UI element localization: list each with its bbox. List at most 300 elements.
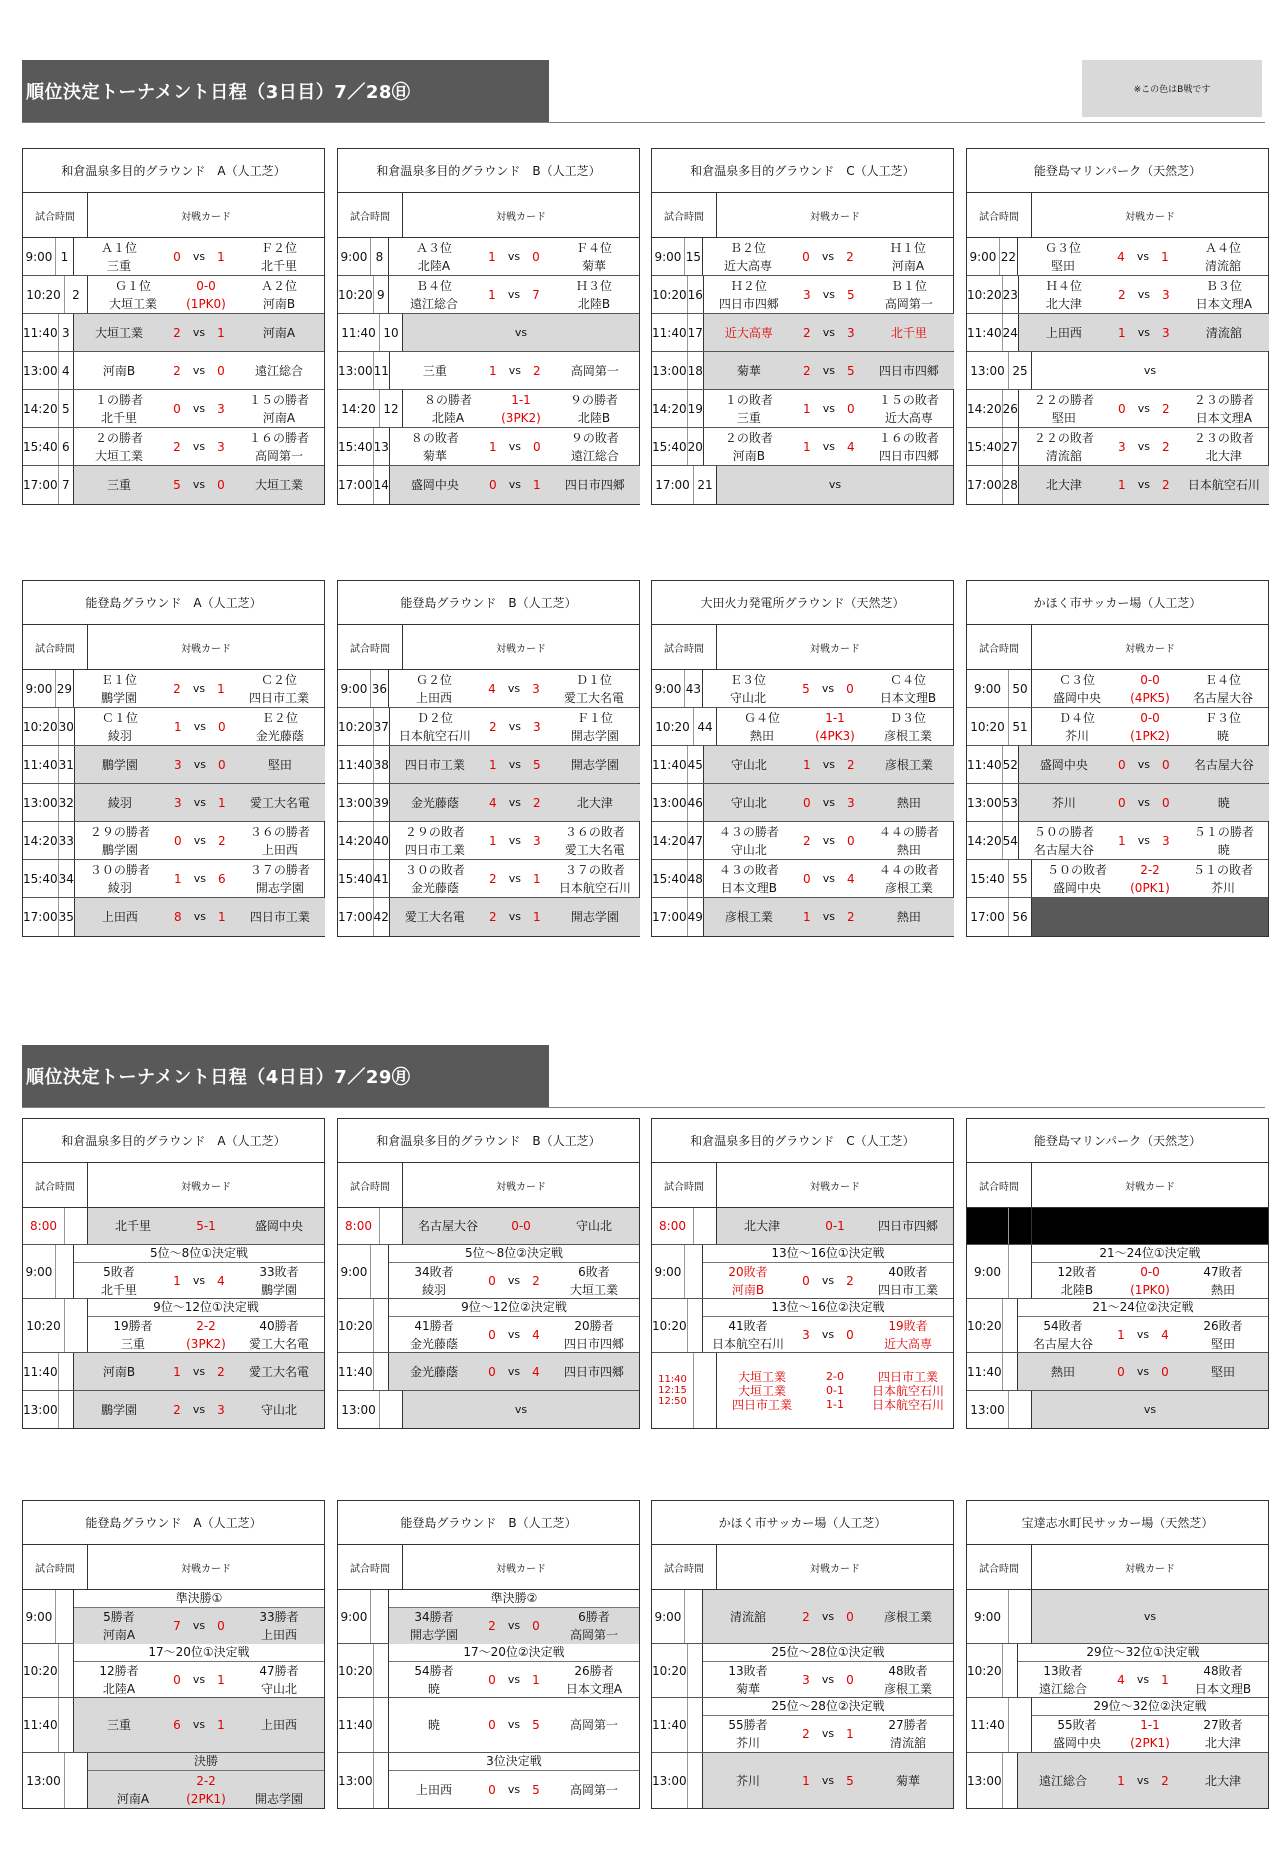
home-score: 1 (803, 439, 811, 454)
away-team: Ｂ１位 (890, 278, 927, 293)
match-number: 49 (688, 898, 704, 936)
away-team: 守山北 (575, 1219, 612, 1233)
match-time: 11:40 (652, 746, 688, 783)
match-line (704, 362, 954, 380)
match-number: 53 (1003, 784, 1019, 821)
away-score: 1 (533, 910, 541, 924)
vs-label: vs (507, 249, 521, 263)
match-card (704, 860, 954, 897)
score-extra (807, 727, 863, 745)
match-card (74, 466, 324, 504)
score (479, 1326, 549, 1344)
away-team-name: 四日市工業 (877, 1282, 938, 1297)
match-body (704, 898, 954, 936)
match-body (403, 1208, 639, 1244)
score (165, 718, 235, 736)
draw-score: 0-0 (1140, 1264, 1160, 1279)
away-team-name: 愛工大名電 (564, 842, 625, 857)
match-body (74, 1698, 324, 1752)
match-line (88, 295, 324, 313)
away-team-name: 高岡第一 (254, 448, 303, 463)
match-body (1019, 314, 1269, 351)
away-team-name: 日本文理A (1195, 296, 1252, 311)
match-body (703, 1317, 953, 1353)
venue-name: 和倉温泉多目的グラウンド C（人工芝） (652, 1119, 953, 1163)
match-card (88, 1753, 324, 1808)
match-row (338, 466, 639, 504)
match-line (389, 1263, 639, 1299)
match-number (380, 1208, 403, 1244)
match-time: 10:20 (967, 276, 1003, 313)
match-number (59, 1644, 74, 1697)
match-line (703, 1772, 953, 1790)
match-number: 17 (688, 314, 704, 351)
match-number: 55 (1009, 860, 1032, 897)
home-team-name: 菊華 (422, 448, 447, 463)
score (480, 476, 550, 494)
match-number: 54 (1003, 822, 1019, 859)
match-number: 47 (688, 822, 704, 859)
match-number: 39 (374, 784, 390, 821)
score (793, 248, 863, 266)
away-team: １５の敗者 (878, 392, 939, 407)
match-line (75, 908, 325, 926)
home-team: ８の敗者 (410, 430, 459, 445)
away-team-name: 芥川 (1210, 880, 1235, 895)
match-number: 50 (1009, 670, 1032, 707)
match-body (1032, 670, 1268, 707)
time-column-label: 試合時間 (967, 193, 1032, 237)
match-number: 26 (1003, 390, 1019, 427)
match-time: 11:40 (658, 1374, 687, 1385)
match-body (74, 238, 324, 275)
home-score: 2 (803, 363, 811, 378)
match-card (704, 898, 954, 936)
match-time: 11:40 (23, 1698, 59, 1752)
away-team: 40敗者 (888, 1264, 928, 1279)
vs-label: vs (1137, 833, 1150, 847)
score (1109, 324, 1179, 342)
away-team-name: 近大高専 (883, 1336, 932, 1351)
pk-score: (4PK5) (1130, 690, 1170, 705)
column-header (967, 193, 1268, 238)
match-card (75, 860, 325, 897)
match-line (74, 671, 324, 707)
vs-label: vs (822, 757, 835, 771)
away-score: 1 (1161, 1672, 1169, 1687)
venue-name: かほく市サッカー場（人工芝） (967, 581, 1268, 625)
home-team-name: 北陸A (102, 1681, 136, 1696)
match-row (23, 1644, 324, 1698)
venue-box (651, 1118, 954, 1429)
vs-label: vs (1136, 1773, 1150, 1787)
match-line (74, 324, 324, 342)
match-time: 13:00 (652, 352, 688, 389)
match-body (703, 1716, 953, 1752)
match-card (403, 1391, 639, 1428)
match-row (652, 1245, 953, 1299)
pk-score: (1PK0) (186, 296, 226, 311)
match-row (967, 1698, 1268, 1753)
score (1122, 1716, 1178, 1734)
match-number: 40 (374, 822, 390, 859)
draw-score: 1-1 (511, 392, 531, 407)
match-card (703, 238, 953, 275)
match-card (703, 1698, 953, 1752)
match-row (338, 822, 639, 860)
stage-label: 準決勝① (74, 1590, 324, 1608)
match-card (390, 898, 640, 936)
match-card (75, 784, 325, 821)
draw-score: 0-0 (511, 1219, 531, 1233)
home-team: 鵬学園 (101, 757, 138, 772)
match-number: 51 (1009, 708, 1032, 745)
match-line (1032, 362, 1268, 380)
match-time: 10:20 (338, 1299, 374, 1352)
match-body (1019, 390, 1269, 427)
stage-label: 9位～12位①決定戦 (88, 1299, 324, 1317)
home-team-name: 河南A (102, 1627, 136, 1642)
match-line (717, 476, 953, 494)
match-time: 10:20 (652, 708, 694, 745)
home-team: Ｄ２位 (416, 710, 453, 725)
home-team-name: 堅田 (1051, 410, 1076, 425)
match-row (23, 670, 324, 708)
home-score: 0 (802, 249, 810, 264)
vs-label: vs (1136, 249, 1150, 263)
away-team: 守山北 (260, 1402, 297, 1417)
home-team: 芥川 (735, 1773, 760, 1788)
match-number (374, 1644, 389, 1697)
vs-label: vs (507, 1364, 521, 1378)
home-team-name: 北陸A (417, 258, 451, 273)
match-body (403, 314, 639, 351)
draw-score: 0-0 (196, 278, 216, 293)
match-line (390, 709, 640, 745)
away-team-name: 開志学園 (254, 1791, 303, 1806)
match-line (74, 1263, 324, 1299)
home-team: 北千里 (114, 1219, 151, 1233)
away-team: 彦根工業 (884, 757, 933, 772)
match-line (403, 1217, 639, 1235)
away-team: 四日市工業 (877, 1369, 938, 1384)
match-number: 42 (374, 898, 390, 936)
score (493, 324, 549, 342)
match-row (338, 314, 639, 352)
score (794, 870, 864, 888)
card-column-label: 対戦カード (496, 1563, 546, 1575)
away-score: 2 (847, 910, 855, 924)
away-score: 4 (847, 439, 855, 454)
match-line (1032, 861, 1268, 879)
home-team: Ｂ２位 (729, 240, 766, 255)
match-time: 11:40 (967, 746, 1003, 783)
match-number: 13 (374, 428, 390, 465)
match-card (1019, 784, 1269, 821)
match-line (88, 1217, 324, 1235)
away-team: 開志学園 (570, 910, 619, 924)
score (479, 1671, 549, 1689)
match-time: 14:20 (23, 822, 59, 859)
match-card (704, 428, 954, 465)
score (164, 680, 234, 698)
away-team-name: 愛工大名電 (563, 690, 624, 705)
match-card (74, 390, 324, 427)
away-team: 愛工大名電 (248, 1364, 309, 1379)
venue-box (337, 1500, 640, 1809)
home-team-name: 四日市四郷 (718, 296, 779, 311)
match-number: 8 (371, 238, 389, 275)
venue-name: 和倉温泉多目的グラウンド C（人工芝） (652, 149, 953, 193)
match-row (967, 1590, 1268, 1644)
match-card (389, 238, 639, 275)
match-time: 15:40 (338, 428, 374, 465)
venue-name: 能登島グラウンド A（人工芝） (23, 1501, 324, 1545)
home-team: 5勝者 (103, 1609, 135, 1624)
card-column-label: 対戦カード (1125, 1563, 1175, 1575)
match-line (389, 1608, 639, 1644)
home-score: 0 (803, 871, 811, 886)
home-score: 1 (488, 287, 496, 302)
away-score: 2 (532, 1273, 540, 1288)
away-team-name: 河南B (262, 296, 296, 311)
home-team: Ｂ４位 (415, 278, 452, 293)
match-number (65, 1299, 88, 1352)
away-team: 20勝者 (574, 1318, 614, 1333)
venue-name: 能登島グラウンド A（人工芝） (23, 581, 324, 625)
home-score: 4 (1117, 1672, 1125, 1687)
home-score: 0 (488, 1364, 496, 1379)
match-card (390, 352, 640, 389)
match-row (967, 1391, 1268, 1428)
match-card (389, 1590, 639, 1643)
match-line (75, 709, 325, 745)
time-column-label: 試合時間 (652, 1545, 717, 1589)
match-card (1032, 1208, 1268, 1244)
match-row (652, 352, 953, 390)
draw-score: 0-0 (1140, 672, 1160, 687)
time-column-label: 試合時間 (338, 625, 403, 669)
vs-label: vs (1137, 478, 1150, 491)
draw-score: 2-2 (196, 1318, 216, 1333)
match-body (74, 1662, 324, 1698)
match-number: 35 (59, 898, 75, 936)
match-body (1019, 276, 1269, 313)
match-number: 30 (59, 708, 75, 745)
match-row (967, 670, 1268, 708)
vs-label: vs (822, 401, 835, 415)
vs-label: vs (1137, 757, 1150, 771)
away-team-name: 四日市四郷 (878, 448, 939, 463)
match-card (389, 670, 639, 707)
score (1122, 362, 1178, 380)
day4-title: 順位決定トーナメント日程（4日目）7／29㊊ (22, 1045, 549, 1107)
home-score: 1 (489, 439, 497, 454)
home-score: 0 (1118, 401, 1126, 416)
home-team-name: 守山北 (730, 842, 767, 857)
b-match-note: ※この色はB戦です (1082, 60, 1262, 117)
vs-label: vs (821, 1672, 835, 1686)
match-number: 10 (380, 314, 403, 351)
away-score: 5 (846, 1773, 854, 1788)
match-number (688, 1299, 703, 1352)
away-score: 5 (847, 287, 855, 302)
home-team: 上田西 (1045, 325, 1082, 340)
score (164, 476, 234, 494)
vs-label: vs (192, 1402, 206, 1416)
match-card (703, 1590, 953, 1643)
match-card (1019, 746, 1269, 783)
venue-box (22, 148, 325, 505)
match-time: 10:20 (338, 276, 374, 313)
time-column-label: 試合時間 (23, 1545, 88, 1589)
match-line (75, 861, 325, 897)
away-team: 遠江総合 (254, 363, 303, 378)
match-body (88, 1208, 324, 1244)
match-body (1019, 466, 1269, 504)
match-time: 10:20 (23, 708, 59, 745)
match-body (74, 1391, 324, 1428)
vs-label: vs (822, 287, 835, 301)
vs-label: vs (1137, 287, 1150, 301)
match-number: 11 (374, 352, 390, 389)
match-row (338, 390, 639, 428)
match-body (75, 898, 325, 936)
match-body (1018, 1353, 1268, 1390)
home-team: ２の敗者 (724, 430, 773, 445)
match-number (65, 1753, 88, 1808)
score (1109, 400, 1179, 418)
home-team-name: 河南B (731, 1282, 765, 1297)
match-time: 14:20 (652, 390, 688, 427)
match-card (1019, 428, 1269, 465)
column-header (967, 1545, 1268, 1590)
venue-box (966, 580, 1269, 937)
home-score: 0 (488, 1672, 496, 1687)
match-body (704, 390, 954, 427)
match-number (1009, 1245, 1032, 1298)
home-score: 1 (1118, 478, 1126, 492)
time-column-label: 試合時間 (23, 193, 88, 237)
match-number: 34 (59, 860, 75, 897)
match-body (704, 860, 954, 897)
match-body (1032, 1716, 1268, 1752)
home-team: ８の勝者 (423, 392, 472, 407)
match-body (74, 1353, 324, 1390)
score (793, 1725, 863, 1743)
away-team-name: 清流舘 (1204, 258, 1241, 273)
match-row (652, 822, 953, 860)
home-team-name: 開志学園 (409, 1627, 458, 1642)
match-card (703, 670, 953, 707)
home-team: Ａ３位 (415, 240, 452, 255)
away-score: 4 (217, 1273, 225, 1288)
match-card (1019, 390, 1269, 427)
home-team-name: 金光藤蔭 (409, 1336, 458, 1351)
match-number (371, 1590, 389, 1643)
match-row (652, 390, 953, 428)
match-time: 11:40 (967, 1698, 1009, 1752)
match-card (74, 1245, 324, 1298)
away-score: 0 (846, 1327, 854, 1342)
match-row (967, 898, 1268, 936)
home-score: 1 (803, 757, 811, 772)
score (807, 476, 863, 494)
match-number: 46 (688, 784, 704, 821)
match-number: 3 (59, 314, 74, 351)
home-team: 大垣工業 (737, 1369, 786, 1384)
score (1122, 1401, 1178, 1419)
score (1108, 1772, 1178, 1790)
match-body (717, 1208, 953, 1244)
match-line (74, 362, 324, 380)
home-score: 1 (1118, 325, 1126, 340)
home-score: 3 (802, 1672, 810, 1687)
home-team: 55敗者 (1057, 1718, 1097, 1732)
home-team: 遠江総合 (1038, 1773, 1087, 1788)
home-team: Ｃ３位 (1058, 672, 1095, 687)
title-rule (22, 122, 1265, 123)
match-time: 17:00 (652, 898, 688, 936)
match-line (389, 1716, 639, 1734)
home-team: 河南B (102, 1364, 136, 1379)
away-team: 大垣工業 (254, 478, 303, 492)
match-number (688, 1698, 703, 1752)
score (794, 832, 864, 850)
match-card (88, 1299, 324, 1352)
match-card (1032, 352, 1268, 389)
venue-box (337, 580, 640, 937)
match-card (389, 1245, 639, 1298)
match-body (1019, 822, 1269, 859)
match-body (389, 1662, 639, 1698)
match-body (403, 390, 639, 427)
match-body (704, 352, 954, 389)
match-line (1018, 239, 1268, 275)
away-score: 1 (217, 1718, 225, 1732)
home-team: Ａ１位 (100, 240, 137, 255)
away-team: 開志学園 (570, 757, 619, 772)
match-row (967, 746, 1268, 784)
column-header (338, 193, 639, 238)
match-time: 17:00 (338, 898, 374, 936)
column-header (652, 193, 953, 238)
away-team: 6勝者 (578, 1609, 610, 1624)
home-team: Ｇ２位 (415, 672, 452, 687)
venue-name: 和倉温泉多目的グラウンド A（人工芝） (23, 1119, 324, 1163)
match-line (1032, 689, 1268, 707)
score-extra (1122, 727, 1178, 745)
match-time: 14:20 (967, 390, 1003, 427)
score (493, 1217, 549, 1235)
match-body (403, 1391, 639, 1428)
away-team-name: 河南A (262, 410, 296, 425)
match-row (338, 860, 639, 898)
match-card (703, 1299, 953, 1352)
away-team: ５１の敗者 (1192, 862, 1253, 877)
venue-name: 能登島マリンパーク（天然芝） (967, 1119, 1268, 1163)
away-team-name: 清流舘 (889, 1736, 926, 1750)
match-number: 24 (1003, 314, 1019, 351)
match-number: 45 (688, 746, 704, 783)
column-header (23, 1545, 324, 1590)
match-time: 10:20 (23, 1299, 65, 1352)
column-header (652, 1163, 953, 1208)
score (480, 832, 550, 850)
stage-label: 5位～8位②決定戦 (389, 1245, 639, 1263)
away-score: 1 (218, 910, 226, 924)
match-card (717, 466, 953, 504)
